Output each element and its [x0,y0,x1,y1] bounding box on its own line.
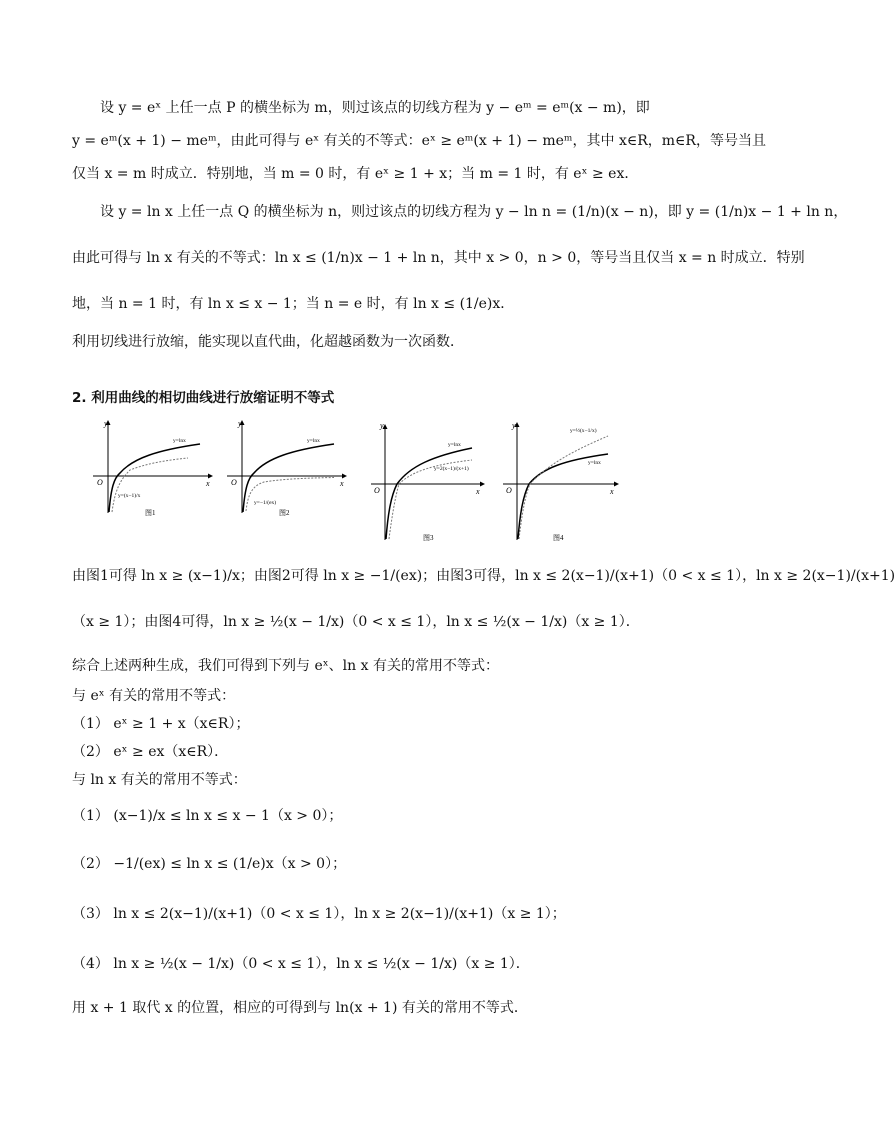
para4-line2: （x ≥ 1）；由图4可得，ln x ≥ ½(x − 1/x)（0 < x ≤ 1），ln x ≤ ½(x − 1/x)（x ≥ 1）． [72,614,640,630]
ln-inequalities-title: 与 ln x 有关的常用不等式： [72,772,247,788]
aux-label: y=−1/(ex) [254,500,277,506]
x-axis-label: x [610,487,614,496]
origin-label: O [374,486,380,495]
para1-line1: 设 y = eˣ 上任一点 P 的横坐标为 m，则过该点的切线方程为 y − eᵐ = eᵐ(x − m)，即 [100,100,650,116]
para2-line1: 设 y = ln x 上任一点 Q 的横坐标为 n，则过该点的切线方程为 y − ln n = (1/n)(x − n)，即 y = (1/n)x − 1 + ln n， [100,204,848,220]
ln-inequality-item: （3） ln x ≤ 2(x−1)/(x+1)（0 < x ≤ 1），ln x ≥ 2(x−1)/(x+1)（x ≥ 1）； [72,906,566,922]
origin-label: O [506,486,512,495]
figure-caption: 图1 [145,509,156,517]
ln-inequality-item: （4） ln x ≥ ½(x − 1/x)（0 < x ≤ 1），ln x ≤ ½(x − 1/x)（x ≥ 1）． [72,956,530,972]
x-axis-label: x [476,487,480,496]
para4-line1: 由图1可得 ln x ≥ (x−1)/x；由图2可得 ln x ≥ −1/(ex)；由图3可得，ln x ≤ 2(x−1)/(x+1)（0 < x ≤ 1），ln x ≥ 2(x−1)/(x+1) [72,568,895,584]
curve-label: y=lnx [448,442,461,448]
y-axis-label: y [104,419,108,428]
curve-label: y=lnx [173,438,186,444]
figure-1 [88,418,213,522]
para3: 利用切线进行放缩，能实现以直代曲，化超越函数为一次函数． [72,334,464,350]
ex-inequalities-title: 与 eˣ 有关的常用不等式： [72,688,236,704]
aux-label: y=2(x−1)/(x+1) [434,466,469,472]
para1-line2: y = eᵐ(x + 1) − meᵐ，由此可得与 eˣ 有关的不等式：eˣ ≥ eᵐ(x + 1) − meᵐ，其中 x∈R，m∈R，等号当且 [72,133,766,149]
figure-caption: 图2 [279,509,290,517]
origin-label: O [231,478,237,487]
x-axis-label: x [206,479,210,488]
figure-4 [500,418,620,547]
curve-label: y=lnx [307,438,320,444]
ex-inequality-item: （1） eˣ ≥ 1 + x（x∈R）； [72,716,250,732]
origin-label: O [97,478,103,487]
figure-caption: 图3 [423,534,434,542]
figure-caption: 图4 [553,534,564,542]
aux-label: y=½(x−1/x) [570,428,597,434]
y-axis-label: y [238,419,242,428]
aux-label: y=(x−1)/x [118,493,141,499]
para2-line3: 地，当 n = 1 时，有 ln x ≤ x − 1；当 n = e 时，有 ln x ≤ (1/e)x． [72,296,515,312]
ex-inequality-item: （2） eˣ ≥ ex（x∈R）． [72,744,229,760]
figure-2 [222,418,347,522]
closing-line: 用 x + 1 取代 x 的位置，相应的可得到与 ln(x + 1) 有关的常用不等式． [72,1000,528,1016]
summary-intro: 综合上述两种生成，我们可得到下列与 eˣ、ln x 有关的常用不等式： [72,658,499,674]
y-axis-label: y [512,421,516,430]
figure-3 [368,418,486,547]
section-heading: 2. 利用曲线的相切曲线进行放缩证明不等式 [72,390,335,406]
para2-line2: 由此可得与 ln x 有关的不等式：ln x ≤ (1/n)x − 1 + ln n，其中 x > 0，n > 0，等号当且仅当 x = n 时成立．特别 [72,250,805,266]
x-axis-label: x [340,479,344,488]
curve-label: y=lnx [588,460,601,466]
para1-line3: 仅当 x = m 时成立．特别地，当 m = 0 时，有 eˣ ≥ 1 + x；当 m = 1 时，有 eˣ ≥ ex． [72,166,639,182]
y-axis-label: y [380,421,384,430]
ln-inequality-item: （1） (x−1)/x ≤ ln x ≤ x − 1（x > 0）； [72,808,343,824]
ln-inequality-item: （2） −1/(ex) ≤ ln x ≤ (1/e)x（x > 0）； [72,856,347,872]
